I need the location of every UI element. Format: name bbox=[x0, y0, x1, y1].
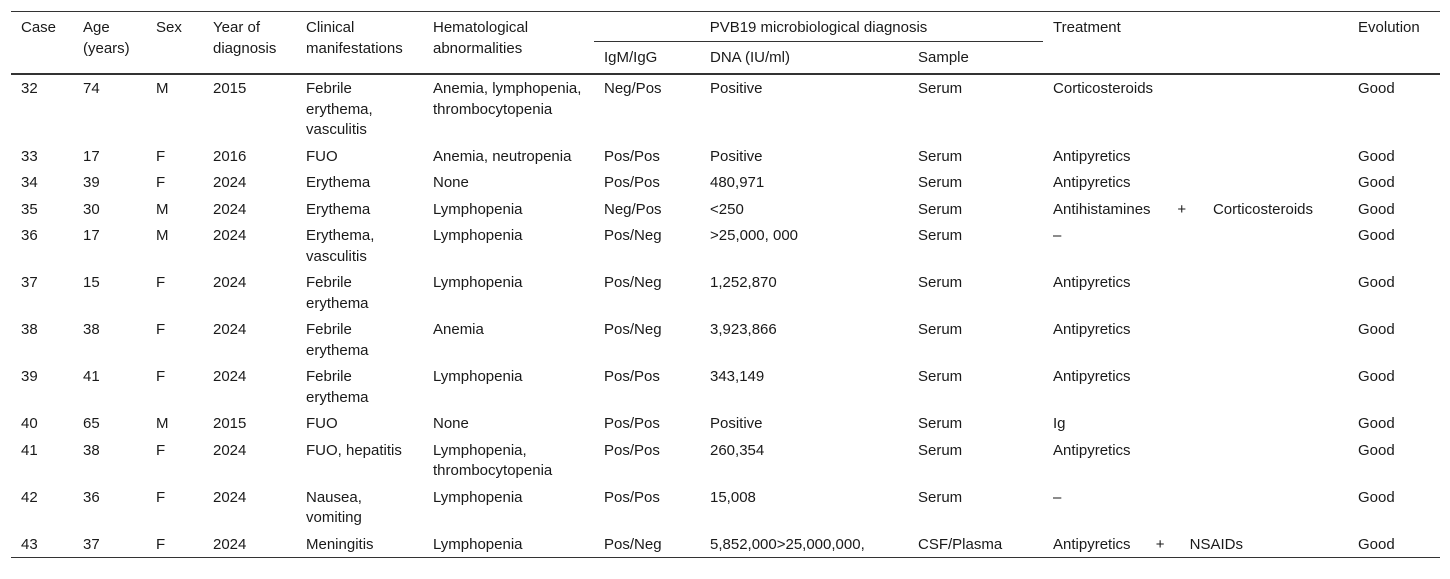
cell-hema: Lymphopenia, thrombocytopenia bbox=[433, 441, 553, 479]
cell-igm: Neg/Pos bbox=[604, 200, 662, 218]
cell-year: 2024 bbox=[203, 531, 296, 558]
cell-clinical: Febrile erythema bbox=[306, 368, 369, 406]
cell-igm: Pos/Neg bbox=[604, 274, 662, 291]
header-age: Age (years) bbox=[73, 12, 146, 75]
table-row bbox=[11, 222, 1440, 269]
cell-sex: F bbox=[156, 441, 166, 459]
cell-evolution: Good bbox=[1358, 174, 1395, 191]
cell-sex: F bbox=[146, 531, 203, 558]
cell-igm: Pos/Neg bbox=[604, 227, 662, 244]
header-sample: Sample bbox=[908, 41, 1043, 74]
cell-dna: >25,000, 000 bbox=[710, 227, 799, 244]
cell-igm: Pos/Pos bbox=[604, 415, 660, 432]
table-row bbox=[11, 169, 1440, 196]
cell-evolution: Good bbox=[1358, 80, 1395, 97]
plus-sign: + bbox=[1155, 535, 1165, 553]
treatment-part: Antihistamines bbox=[1053, 200, 1151, 218]
cell-sample: Serum bbox=[918, 200, 963, 218]
cell-evolution: Good bbox=[1358, 441, 1395, 459]
header-sex: Sex bbox=[146, 12, 203, 75]
cell-hema: Anemia, neutropenia bbox=[433, 147, 572, 165]
cell-treatment: Ig bbox=[1053, 415, 1066, 432]
cell-treatment: Antipyretics bbox=[1053, 274, 1131, 291]
cell-year: 2024 bbox=[213, 274, 247, 291]
cell-year: 2016 bbox=[213, 147, 247, 165]
header-case: Case bbox=[11, 12, 73, 75]
cell-hema: None bbox=[433, 174, 469, 191]
table-row bbox=[11, 74, 1440, 143]
cell-case: 39 bbox=[21, 368, 38, 385]
cell-igm: Pos/Pos bbox=[604, 147, 660, 165]
cell-evolution: Good bbox=[1358, 274, 1395, 291]
cell-sample: Serum bbox=[918, 174, 963, 191]
cell-evolution: Good bbox=[1358, 368, 1395, 385]
cell-hema: Lymphopenia bbox=[423, 531, 594, 558]
treatment-part: Corticosteroids bbox=[1212, 200, 1313, 218]
treatment-part: Antipyretics bbox=[1053, 535, 1131, 553]
cell-case: 35 bbox=[21, 200, 38, 218]
treatment-part: NSAIDs bbox=[1189, 535, 1243, 553]
cell-clinical: FUO bbox=[306, 415, 338, 432]
cell-year: 2024 bbox=[213, 441, 247, 459]
cell-clinical: FUO, hepatitis bbox=[306, 441, 402, 459]
cell-dna: 260,354 bbox=[710, 441, 765, 459]
header-year: Year of diagnosis bbox=[203, 12, 296, 75]
cell-sex: F bbox=[156, 488, 166, 506]
cell-year: 2015 bbox=[213, 80, 247, 97]
cell-year: 2024 bbox=[213, 174, 247, 191]
cell-sex: M bbox=[156, 415, 169, 432]
table-row bbox=[11, 531, 1440, 558]
table-row bbox=[11, 143, 1440, 170]
cell-evolution: Good bbox=[1358, 415, 1395, 432]
cell-sex: F bbox=[156, 368, 166, 385]
table-row bbox=[11, 410, 1440, 437]
cell-igm: Pos/Neg bbox=[604, 321, 662, 338]
cell-treatment: Antipyretics bbox=[1053, 441, 1131, 459]
cell-age: 17 bbox=[83, 227, 100, 244]
table-row bbox=[11, 316, 1440, 363]
cell-dna: 480,971 bbox=[710, 174, 765, 191]
cell-evolution: Good bbox=[1348, 531, 1440, 558]
cell-sex: F bbox=[156, 174, 166, 191]
cell-sex: F bbox=[156, 147, 166, 165]
cell-clinical: Nausea, vomiting bbox=[306, 488, 362, 526]
header-clinical: Clinical manifestations bbox=[296, 12, 423, 75]
cell-case: 32 bbox=[21, 80, 38, 97]
treatment-combination bbox=[1053, 535, 1243, 556]
table-row bbox=[11, 269, 1440, 316]
cell-treatment: Antipyretics bbox=[1053, 174, 1131, 191]
table-row bbox=[11, 363, 1440, 410]
cell-evolution: Good bbox=[1358, 321, 1395, 338]
cell-sample: Serum bbox=[918, 147, 963, 165]
cell-dna: <250 bbox=[710, 200, 744, 218]
cell-year: 2024 bbox=[213, 200, 247, 218]
cell-sample: Serum bbox=[918, 488, 963, 506]
cell-sample: CSF/Plasma bbox=[908, 531, 1043, 558]
cell-case: 34 bbox=[21, 174, 38, 191]
cell-hema: Lymphopenia bbox=[433, 200, 523, 218]
cell-year: 2015 bbox=[213, 415, 247, 432]
cell-case: 33 bbox=[21, 147, 38, 165]
header-treatment: Treatment bbox=[1043, 12, 1348, 75]
header-row-top bbox=[11, 12, 1440, 42]
cell-age: 38 bbox=[83, 321, 100, 338]
cell-clinical: Erythema bbox=[306, 200, 371, 218]
table-body bbox=[11, 74, 1440, 558]
cell-hema: Lymphopenia bbox=[433, 274, 523, 291]
cell-dna: Positive bbox=[710, 80, 763, 97]
cell-year: 2024 bbox=[213, 368, 247, 385]
header-evolution: Evolution bbox=[1348, 12, 1440, 75]
header-dna: DNA (IU/ml) bbox=[700, 41, 908, 74]
cell-treatment: Antipyretics bbox=[1053, 147, 1131, 165]
cell-igm: Pos/Pos bbox=[604, 441, 660, 459]
cell-clinical: Erythema, vasculitis bbox=[306, 227, 375, 265]
header-pvb19: PVB19 microbiological diagnosis bbox=[594, 12, 1043, 42]
cell-sample: Serum bbox=[918, 441, 963, 459]
cell-age: 41 bbox=[83, 368, 100, 385]
cell-age: 74 bbox=[83, 80, 100, 97]
cell-sample: Serum bbox=[918, 368, 963, 385]
cell-clinical: FUO bbox=[306, 147, 338, 165]
cell-treatment bbox=[1043, 531, 1348, 558]
table-row bbox=[11, 484, 1440, 531]
cell-dna: 343,149 bbox=[710, 368, 765, 385]
cell-age: 37 bbox=[73, 531, 146, 558]
cell-hema: Anemia, lymphopenia, thrombocytopenia bbox=[433, 80, 582, 118]
cell-dna: 1,252,870 bbox=[710, 274, 777, 291]
cell-treatment: – bbox=[1053, 488, 1062, 506]
treatment-combination bbox=[1053, 200, 1313, 221]
cell-clinical: Erythema bbox=[306, 174, 371, 191]
cell-treatment: Antipyretics bbox=[1053, 368, 1131, 385]
cell-age: 36 bbox=[83, 488, 100, 506]
cell-igm: Pos/Pos bbox=[604, 174, 660, 191]
cell-treatment: – bbox=[1053, 227, 1062, 244]
cell-evolution: Good bbox=[1358, 147, 1395, 165]
cell-igm: Neg/Pos bbox=[604, 80, 662, 97]
cell-evolution: Good bbox=[1358, 200, 1395, 218]
cell-dna: 3,923,866 bbox=[710, 321, 777, 338]
cell-sample: Serum bbox=[918, 227, 963, 244]
cell-hema: Lymphopenia bbox=[433, 368, 523, 385]
cell-year: 2024 bbox=[213, 321, 247, 338]
cell-hema: None bbox=[433, 415, 469, 432]
cell-sample: Serum bbox=[918, 415, 963, 432]
cell-case: 38 bbox=[21, 321, 38, 338]
cell-dna: Positive bbox=[710, 147, 763, 165]
cell-evolution: Good bbox=[1358, 488, 1395, 506]
cell-dna: 5,852,000>25,000,000, bbox=[700, 531, 908, 558]
cell-igm: Pos/Pos bbox=[604, 368, 660, 385]
plus-sign: + bbox=[1177, 200, 1187, 218]
cell-hema: Anemia bbox=[433, 321, 484, 338]
cell-sample: Serum bbox=[918, 274, 963, 291]
cell-sample: Serum bbox=[918, 321, 963, 338]
cell-igm: Pos/Neg bbox=[594, 531, 700, 558]
cell-year: 2024 bbox=[213, 227, 247, 244]
cell-age: 38 bbox=[83, 441, 100, 459]
cell-sample: Serum bbox=[918, 80, 963, 97]
cell-sex: M bbox=[156, 200, 169, 218]
cell-evolution: Good bbox=[1358, 227, 1395, 244]
cell-clinical: Febrile erythema bbox=[306, 274, 369, 312]
table-row bbox=[11, 437, 1440, 484]
cell-year: 2024 bbox=[213, 488, 247, 506]
cell-sex: F bbox=[156, 274, 166, 291]
cell-age: 15 bbox=[83, 274, 100, 291]
header-hematological: Hematological abnormalities bbox=[423, 12, 594, 75]
cell-dna: Positive bbox=[710, 415, 763, 432]
header-igm-igg: IgM/IgG bbox=[594, 41, 700, 74]
cell-age: 39 bbox=[83, 174, 100, 191]
cell-sex: M bbox=[156, 80, 169, 97]
cell-case: 40 bbox=[21, 415, 38, 432]
cell-clinical: Febrile erythema, vasculitis bbox=[306, 80, 373, 138]
cell-dna: 15,008 bbox=[710, 488, 756, 506]
cell-age: 17 bbox=[83, 147, 100, 165]
cell-sex: F bbox=[156, 321, 166, 338]
cell-case: 36 bbox=[21, 227, 38, 244]
cell-hema: Lymphopenia bbox=[433, 227, 523, 244]
cell-case: 43 bbox=[11, 531, 73, 558]
table-row bbox=[11, 196, 1440, 223]
cell-treatment bbox=[1043, 196, 1348, 223]
cell-age: 65 bbox=[83, 415, 100, 432]
cell-hema: Lymphopenia bbox=[433, 488, 523, 506]
cell-treatment: Corticosteroids bbox=[1053, 80, 1154, 97]
cell-case: 42 bbox=[21, 488, 38, 506]
cell-treatment: Antipyretics bbox=[1053, 321, 1131, 338]
cell-igm: Pos/Pos bbox=[604, 488, 660, 506]
cell-clinical: Meningitis bbox=[296, 531, 423, 558]
cell-case: 37 bbox=[21, 274, 38, 291]
cell-age: 30 bbox=[83, 200, 100, 218]
cell-clinical: Febrile erythema bbox=[306, 321, 369, 359]
cell-sex: M bbox=[156, 227, 169, 244]
cell-case: 41 bbox=[21, 441, 38, 459]
case-table bbox=[11, 11, 1440, 558]
